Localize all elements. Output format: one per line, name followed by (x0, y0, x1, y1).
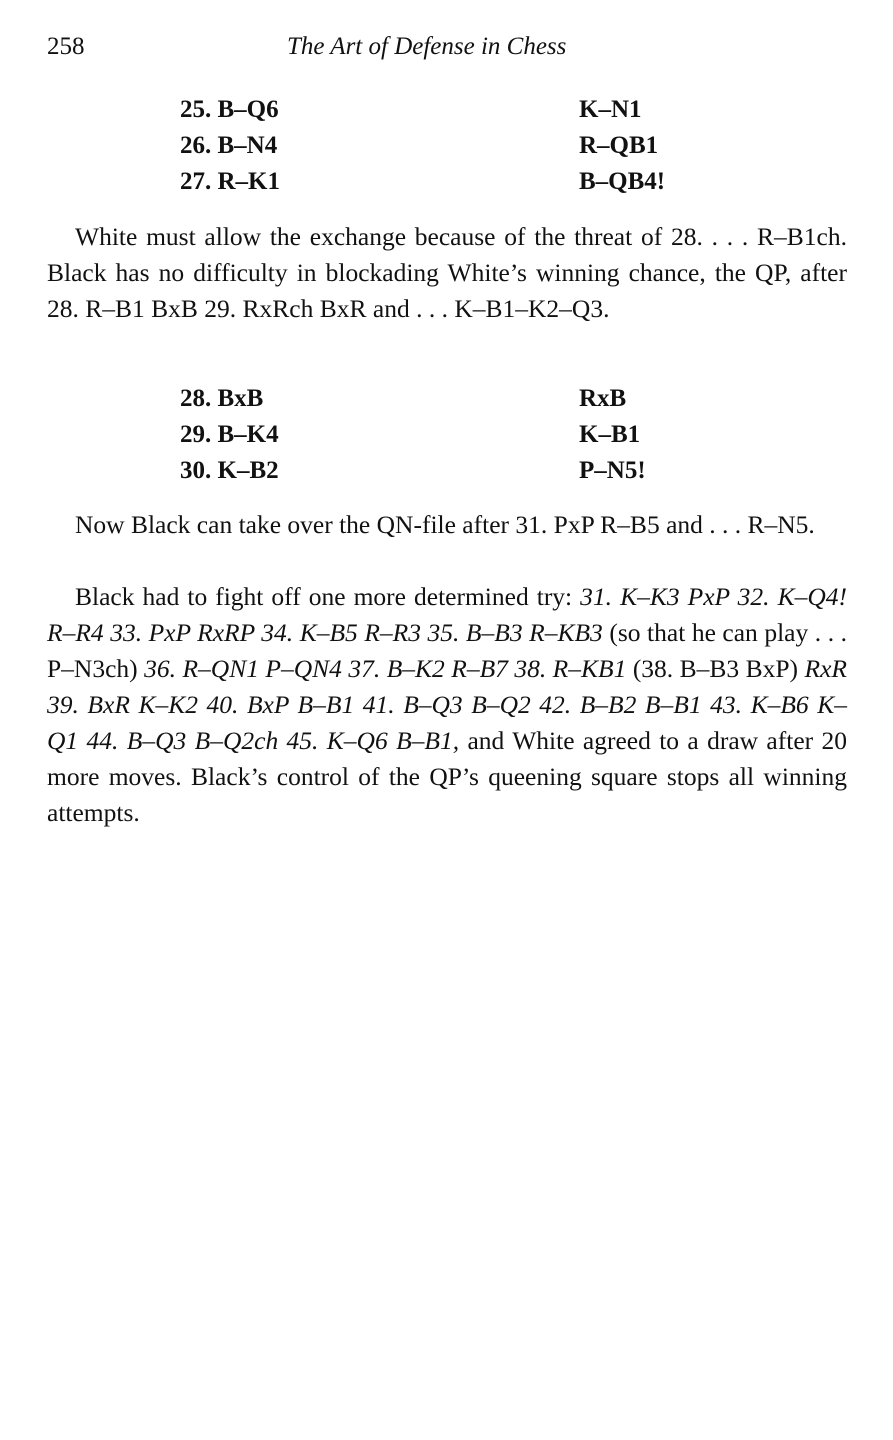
running-head (47, 30, 847, 64)
move-row (180, 453, 740, 489)
black-move: K–N1 (579, 96, 642, 123)
black-move: R–QB1 (579, 132, 659, 159)
paragraph-text: (38. B–B3 BxP) (626, 654, 805, 683)
white-move: 28. BxB (180, 385, 264, 412)
move-row (180, 92, 740, 128)
black-move: P–N5! (579, 457, 646, 484)
move-row (180, 164, 740, 200)
running-title: The Art of Defense in Chess (287, 33, 567, 60)
black-move: RxB (579, 385, 627, 412)
paragraph-text: and White agreed to a draw after 20 more moves. Black’s control of the QP’s queening square stops all winning attempts. (47, 726, 847, 827)
move-row (180, 128, 740, 164)
paragraph-text: Black had to fight off one more determined try: (75, 582, 581, 611)
white-move: 25. B–Q6 (180, 96, 279, 123)
move-row (180, 417, 740, 453)
commentary-paragraph: Now Black can take over the QN-file after 31. PxP R–B5 and . . . R–N5. (75, 510, 815, 539)
italic-moves: 31. K–K3 PxP 32. K–Q4! R–R4 33. PxP RxRP 34. K–B5 R–R3 35. B–B3 R–KB3 (47, 582, 847, 647)
white-move: 26. B–N4 (180, 132, 278, 159)
game-continuation-paragraph (47, 579, 847, 831)
white-move: 27. R–K1 (180, 168, 280, 195)
white-move: 29. B–K4 (180, 421, 279, 448)
white-move: 30. K–B2 (180, 457, 279, 484)
italic-moves: RxR 39. BxR K–K2 40. BxP B–B1 41. B–Q3 B–Q2 42. B–B2 B–B1 43. K–B6 K–Q1 44. B–Q3 B–Q2ch 45. K–Q6 B–B1, (47, 654, 847, 755)
commentary-paragraph: White must allow the exchange because of the threat of 28. . . . R–B1ch. Black has no difficulty in blockading White’s winning chance, the QP, after 28. R–B1 BxB 29. RxRch BxR and . . . K–B1–K2–Q3. (47, 222, 847, 323)
paragraph-text: (so that he can play . . . P–N3ch) (47, 618, 847, 683)
move-list-1 (180, 92, 740, 200)
move-list-2 (180, 381, 740, 489)
black-move: B–QB4! (579, 168, 666, 195)
move-row (180, 381, 740, 417)
black-move: K–B1 (579, 421, 641, 448)
page-number: 258 (47, 33, 85, 60)
italic-moves: 36. R–QN1 P–QN4 37. B–K2 R–B7 38. R–KB1 (144, 654, 627, 683)
